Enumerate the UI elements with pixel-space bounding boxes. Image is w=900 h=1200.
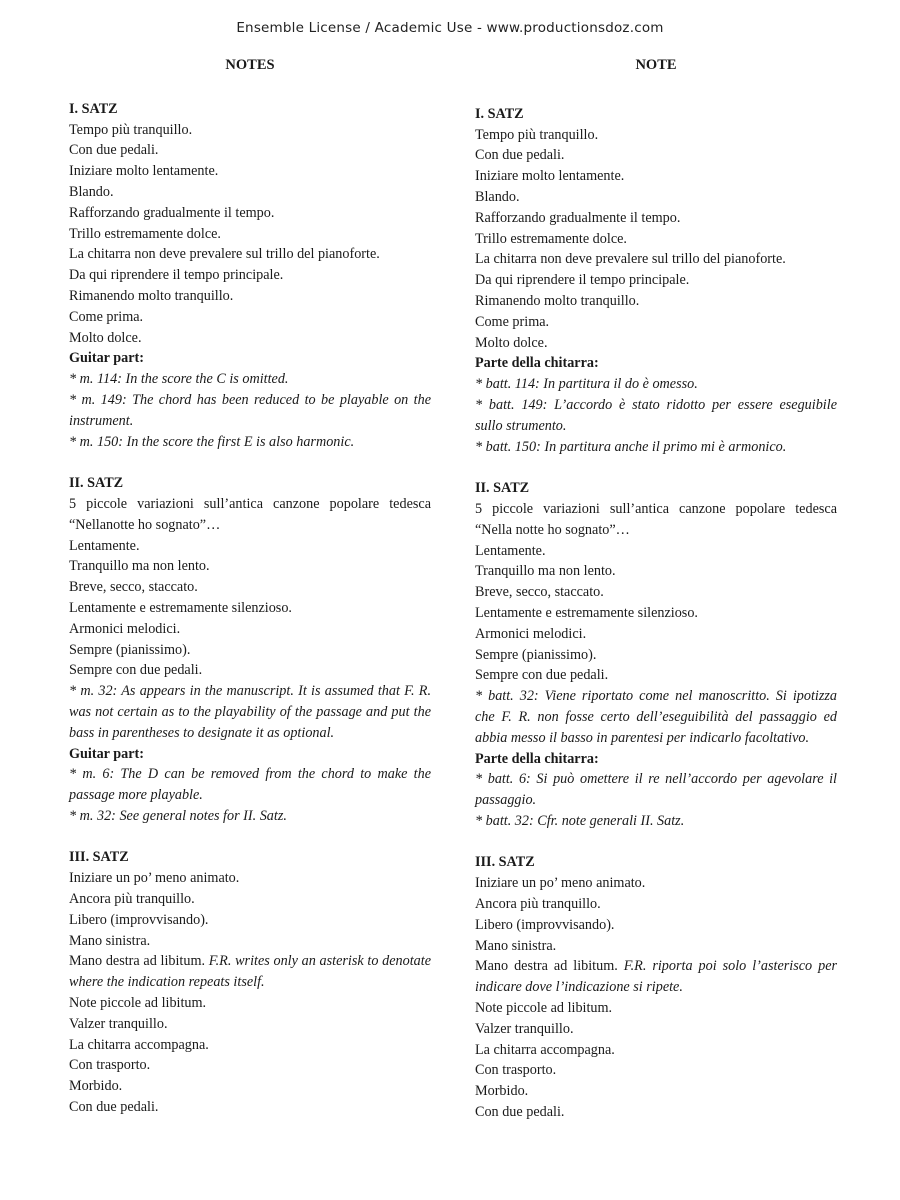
text-line: Rimanendo molto tranquillo.	[69, 287, 234, 304]
text-line: Blando.	[475, 188, 520, 205]
text-line: Armonici melodici.	[475, 625, 587, 642]
section-satz-1	[475, 104, 837, 458]
mixed-italic: F.R. riporta poi solo l’asterisco per indicare dove l’indicazione si ripete.	[475, 958, 838, 996]
text-line: Mano sinistra.	[69, 932, 151, 949]
text-line: Blando.	[69, 183, 114, 200]
text-line: La chitarra non deve prevalere sul trillo del pianoforte.	[475, 251, 786, 268]
column-title: NOTE	[635, 57, 677, 73]
section-satz-2	[475, 478, 837, 832]
text-line: Iniziare un po’ meno animato.	[475, 875, 646, 892]
text-line: Lentamente e estremamente silenzioso.	[69, 599, 292, 616]
section-heading: II. SATZ	[69, 475, 124, 492]
text-line: Tranquillo ma non lento.	[69, 558, 210, 575]
text-line: Tranquillo ma non lento.	[475, 563, 616, 580]
footnote: * m. 32: See general notes for II. Satz.	[69, 807, 287, 824]
text-line: Ancora più tranquillo.	[475, 896, 601, 913]
footnote: * batt. 6: Si può omettere il re nell’accordo per agevolare il passaggio.	[475, 771, 837, 809]
mixed-plain: Mano destra ad libitum.	[475, 958, 624, 975]
section-satz-3	[69, 847, 431, 1117]
text-line: Sempre con due pedali.	[69, 662, 203, 679]
text-line: La chitarra accompagna.	[475, 1041, 615, 1058]
footnote: * m. 32: As appears in the manuscript. It is assumed that F. R. was not certain as to the playability of the passage and put the bass in parentheses to designate it as optional.	[69, 683, 431, 741]
section-heading: II. SATZ	[475, 480, 530, 497]
text-line: Trillo estremamente dolce.	[475, 230, 627, 247]
text-line: Tempo più tranquillo.	[475, 126, 599, 143]
text-line: Valzer tranquillo.	[69, 1015, 168, 1032]
text-line: Iniziare un po’ meno animato.	[69, 870, 240, 887]
section-satz-3	[475, 852, 837, 1122]
text-line: Ancora più tranquillo.	[69, 891, 195, 908]
text-line: Iniziare molto lentamente.	[475, 168, 625, 185]
text-line: Lentamente.	[475, 542, 546, 559]
footnote: * batt. 150: In partitura anche il primo mi è armonico.	[475, 438, 787, 455]
guitar-part-heading: Guitar part:	[69, 350, 145, 367]
text-line: Con due pedali.	[69, 142, 159, 159]
section-heading: I. SATZ	[475, 105, 524, 122]
text-line: Morbido.	[475, 1083, 529, 1100]
mixed-plain: Mano destra ad libitum.	[69, 953, 209, 970]
mixed-line	[475, 956, 837, 998]
column-title: NOTES	[225, 57, 275, 73]
text-line: Tempo più tranquillo.	[69, 121, 193, 138]
intro-text: 5 piccole variazioni sull’antica canzone popolare tedesca “Nella notte ho sognato”…	[475, 500, 837, 538]
text-line: Con due pedali.	[69, 1099, 159, 1116]
footnote: * m. 150: In the score the first E is also harmonic.	[69, 433, 355, 450]
text-line: Da qui riprendere il tempo principale.	[69, 267, 284, 284]
notes-column-english	[69, 55, 431, 1139]
footnote: * batt. 149: L’accordo è stato ridotto per essere eseguibile sullo strumento.	[475, 396, 837, 434]
text-line: Trillo estremamente dolce.	[69, 225, 221, 242]
mixed-italic: F.R. writes only an asterisk to denotate where the indication repeats itself.	[69, 953, 432, 991]
footnote: * batt. 32: Viene riportato come nel manoscritto. Si ipotizza che F. R. non fosse certo dell’eseguibilità del passaggio ed abbia messo il basso in parentesi per indicarlo facoltativo.	[475, 688, 837, 746]
text-line: Libero (improvvisando).	[69, 911, 209, 928]
text-line: Lentamente e estremamente silenzioso.	[475, 604, 698, 621]
text-line: Mano sinistra.	[475, 937, 557, 954]
text-line: Note piccole ad libitum.	[475, 1000, 613, 1017]
section-heading: I. SATZ	[69, 100, 118, 117]
text-line: La chitarra accompagna.	[69, 1036, 209, 1053]
footnote: * m. 6: The D can be removed from the chord to make the passage more playable.	[69, 766, 431, 804]
text-line: Con trasporto.	[475, 1062, 557, 1079]
guitar-part-heading: Parte della chitarra:	[475, 355, 599, 372]
footnote: * batt. 32: Cfr. note generali II. Satz.	[475, 812, 685, 829]
text-line: Sempre (pianissimo).	[475, 646, 597, 663]
section-satz-1	[69, 99, 431, 453]
text-line: Da qui riprendere il tempo principale.	[475, 272, 690, 289]
mixed-line	[69, 951, 431, 993]
text-line: Morbido.	[69, 1078, 123, 1095]
text-line: Con trasporto.	[69, 1057, 151, 1074]
text-line: Lentamente.	[69, 537, 140, 554]
text-line: Note piccole ad libitum.	[69, 995, 207, 1012]
text-line: Rafforzando gradualmente il tempo.	[475, 209, 681, 226]
text-line: Breve, secco, staccato.	[69, 579, 198, 596]
license-header: Ensemble License / Academic Use - www.productionsdoz.com	[236, 20, 664, 36]
text-line: Rafforzando gradualmente il tempo.	[69, 204, 275, 221]
footnote: * m. 149: The chord has been reduced to be playable on the instrument.	[69, 391, 431, 429]
text-line: Valzer tranquillo.	[475, 1020, 574, 1037]
text-line: Come prima.	[69, 308, 144, 325]
intro-text: 5 piccole variazioni sull’antica canzone popolare tedesca “Nellanotte ho sognato”…	[69, 495, 431, 533]
text-line: Armonici melodici.	[69, 620, 181, 637]
notes-column-italian	[475, 55, 837, 1144]
guitar-part-heading: Parte della chitarra:	[475, 750, 599, 767]
text-line: Con due pedali.	[475, 147, 565, 164]
section-satz-2	[69, 473, 431, 827]
text-line: Sempre con due pedali.	[475, 667, 609, 684]
text-line: Libero (improvvisando).	[475, 916, 615, 933]
text-line: Iniziare molto lentamente.	[69, 163, 219, 180]
text-line: Breve, secco, staccato.	[475, 584, 604, 601]
guitar-part-heading: Guitar part:	[69, 745, 145, 762]
footnote: * m. 114: In the score the C is omitted.	[69, 371, 289, 388]
text-line: La chitarra non deve prevalere sul trillo del pianoforte.	[69, 246, 380, 263]
section-heading: III. SATZ	[475, 854, 535, 871]
text-line: Rimanendo molto tranquillo.	[475, 292, 640, 309]
text-line: Con due pedali.	[475, 1104, 565, 1121]
text-line: Molto dolce.	[475, 334, 548, 351]
footnote: * batt. 114: In partitura il do è omesso.	[475, 376, 698, 393]
text-line: Sempre (pianissimo).	[69, 641, 191, 658]
text-line: Come prima.	[475, 313, 550, 330]
section-heading: III. SATZ	[69, 849, 129, 866]
text-line: Molto dolce.	[69, 329, 142, 346]
